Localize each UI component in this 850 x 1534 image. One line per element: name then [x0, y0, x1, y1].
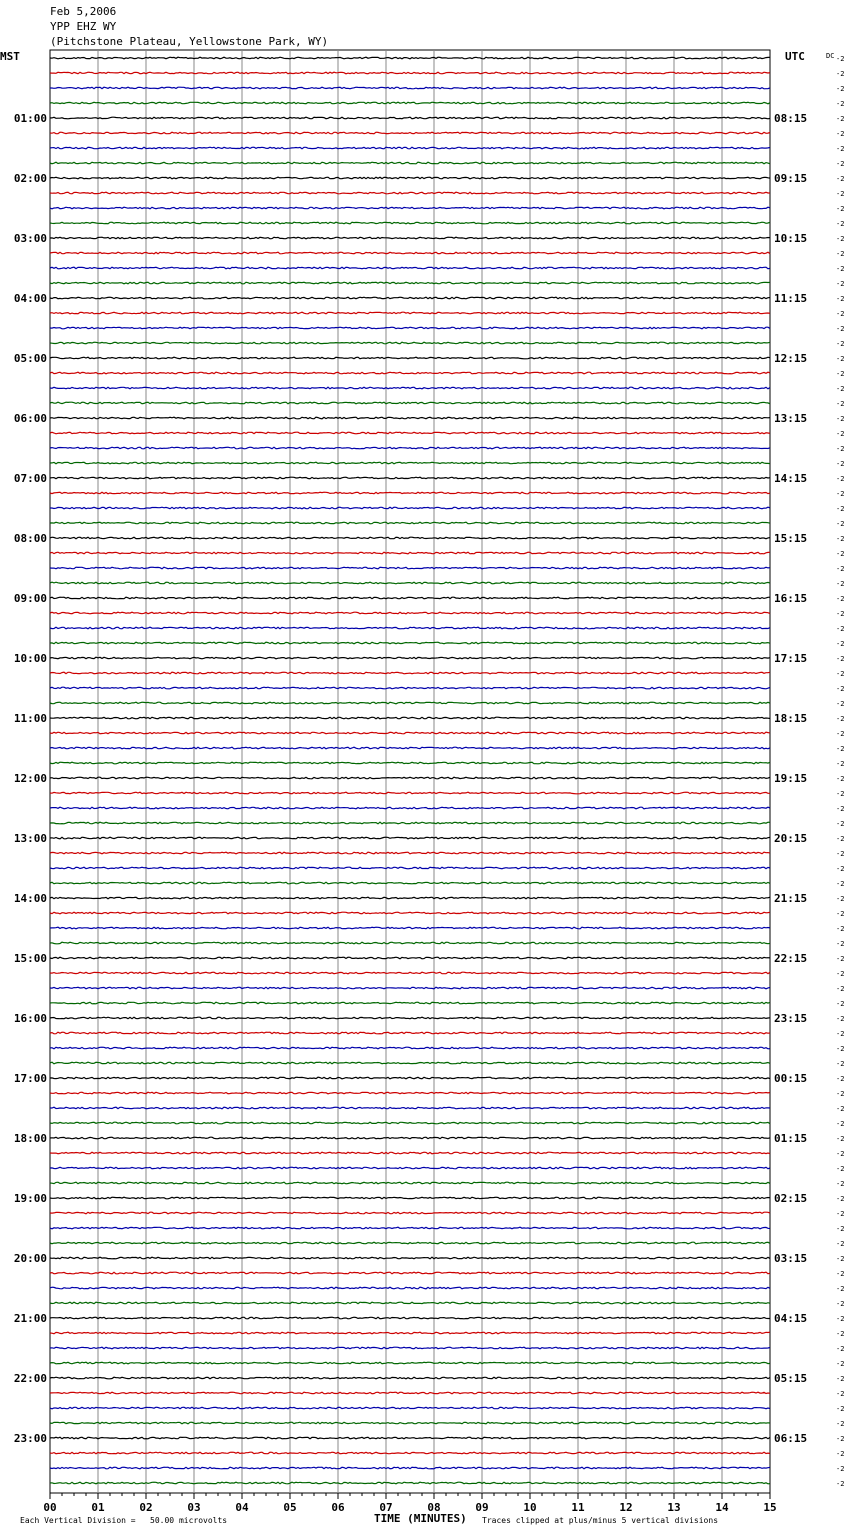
clip-note: Traces clipped at plus/minus 5 vertical divisions — [482, 1516, 719, 1525]
x-tick-label: 07 — [379, 1501, 393, 1514]
seismic-trace — [50, 87, 770, 89]
right-hour-label: 01:15 — [774, 1132, 808, 1145]
trace-dc-offset-label: -2 — [836, 760, 845, 768]
x-tick-label: 03 — [187, 1501, 201, 1514]
right-hour-label: 23:15 — [774, 1012, 808, 1025]
seismic-trace — [50, 327, 770, 329]
trace-dc-offset-label: -2 — [836, 1180, 845, 1188]
seismic-trace — [50, 687, 770, 689]
left-hour-label: 21:00 — [13, 1312, 47, 1325]
trace-dc-offset-label: -2 — [836, 55, 845, 63]
trace-dc-offset-label: -2 — [836, 1405, 845, 1413]
seismic-trace — [50, 1242, 770, 1244]
trace-dc-offset-label: -2 — [836, 1240, 845, 1248]
station-code: YPP EHZ WY — [50, 20, 117, 33]
trace-dc-offset-label: -2 — [836, 535, 845, 543]
left-hour-label: 16:00 — [13, 1012, 47, 1025]
seismic-trace — [50, 837, 770, 839]
left-hour-label: 20:00 — [13, 1252, 47, 1265]
seismic-trace — [50, 417, 770, 419]
seismic-trace — [50, 642, 770, 644]
right-hour-label: 18:15 — [774, 712, 808, 725]
seismic-trace — [50, 267, 770, 269]
seismic-trace — [50, 537, 770, 539]
seismic-trace — [50, 717, 770, 719]
seismic-trace — [50, 387, 770, 389]
x-tick-label: 13 — [667, 1501, 681, 1514]
trace-dc-offset-label: -2 — [836, 685, 845, 693]
left-hour-label: 03:00 — [13, 232, 47, 245]
seismic-trace — [50, 207, 770, 209]
trace-dc-offset-label: -2 — [836, 145, 845, 153]
trace-dc-offset-label: -2 — [836, 820, 845, 828]
trace-dc-offset-label: -2 — [836, 865, 845, 873]
seismic-trace — [50, 447, 770, 449]
right-hour-label: 21:15 — [774, 892, 808, 905]
x-tick-label: 04 — [235, 1501, 249, 1514]
left-hour-label: 23:00 — [13, 1432, 47, 1445]
seismic-trace — [50, 1137, 770, 1139]
seismic-trace — [50, 1377, 770, 1379]
right-hour-label: 17:15 — [774, 652, 808, 665]
trace-dc-offset-label: -2 — [836, 85, 845, 93]
seismic-trace — [50, 852, 770, 854]
left-hour-label: 05:00 — [13, 352, 47, 365]
x-tick-label: 01 — [91, 1501, 105, 1514]
trace-dc-offset-label: -2 — [836, 520, 845, 528]
seismic-trace — [50, 297, 770, 299]
seismic-trace — [50, 1287, 770, 1289]
trace-dc-offset-label: -2 — [836, 595, 845, 603]
trace-dc-offset-label: -2 — [836, 730, 845, 738]
seismic-trace — [50, 1107, 770, 1109]
seismic-trace — [50, 867, 770, 869]
trace-dc-offset-label: -2 — [836, 1030, 845, 1038]
seismic-trace — [50, 1212, 770, 1214]
seismic-trace — [50, 372, 770, 374]
left-hour-label: 18:00 — [13, 1132, 47, 1145]
seismic-trace — [50, 1392, 770, 1394]
trace-dc-offset-label: -2 — [836, 385, 845, 393]
seismic-trace — [50, 792, 770, 794]
left-hour-label: 19:00 — [13, 1192, 47, 1205]
seismic-trace — [50, 1332, 770, 1334]
trace-dc-offset-label: -2 — [836, 985, 845, 993]
x-tick-label: 02 — [139, 1501, 153, 1514]
seismic-trace — [50, 147, 770, 149]
trace-dc-offset-label: -2 — [836, 1045, 845, 1053]
left-hour-label: 01:00 — [13, 112, 47, 125]
seismic-trace — [50, 177, 770, 179]
scale-note: Each Vertical Division = 50.00 microvolts — [20, 1516, 228, 1525]
trace-dc-offset-label: -2 — [836, 895, 845, 903]
trace-dc-offset-label: -2 — [836, 175, 845, 183]
seismic-trace — [50, 912, 770, 914]
trace-dc-offset-label: -2 — [836, 475, 845, 483]
trace-dc-offset-label: -2 — [836, 790, 845, 798]
seismic-trace — [50, 882, 770, 884]
seismic-trace — [50, 402, 770, 404]
trace-dc-offset-label: -2 — [836, 565, 845, 573]
trace-dc-offset-label: -2 — [836, 1315, 845, 1323]
left-hour-label: 12:00 — [13, 772, 47, 785]
trace-dc-offset-label: -2 — [836, 1075, 845, 1083]
seismic-trace — [50, 1317, 770, 1319]
seismic-trace — [50, 747, 770, 749]
dc-offset-header: DC — [826, 52, 835, 60]
seismic-trace — [50, 1302, 770, 1304]
trace-dc-offset-label: -2 — [836, 1015, 845, 1023]
plot-frame — [50, 50, 770, 1493]
seismic-trace — [50, 1437, 770, 1439]
trace-dc-offset-label: -2 — [836, 1480, 845, 1488]
trace-dc-offset-label: -2 — [836, 625, 845, 633]
trace-dc-offset-label: -2 — [836, 1195, 845, 1203]
seismic-trace — [50, 1467, 770, 1469]
x-tick-label: 09 — [475, 1501, 489, 1514]
seismic-trace — [50, 1077, 770, 1079]
seismic-trace — [50, 1407, 770, 1409]
seismic-trace — [50, 1062, 770, 1064]
trace-dc-offset-label: -2 — [836, 610, 845, 618]
trace-dc-offset-label: -2 — [836, 850, 845, 858]
plot-date: Feb 5,2006 — [50, 5, 117, 18]
right-hour-label: 03:15 — [774, 1252, 808, 1265]
seismic-trace — [50, 612, 770, 614]
right-hour-label: 20:15 — [774, 832, 808, 845]
trace-dc-offset-label: -2 — [836, 100, 845, 108]
trace-dc-offset-label: -2 — [836, 1420, 845, 1428]
trace-dc-offset-label: -2 — [836, 280, 845, 288]
left-hour-label: 22:00 — [13, 1372, 47, 1385]
x-tick-label: 10 — [523, 1501, 537, 1514]
trace-dc-offset-label: -2 — [836, 1390, 845, 1398]
trace-dc-offset-label: -2 — [836, 205, 845, 213]
seismic-trace — [50, 1422, 770, 1424]
seismic-trace — [50, 357, 770, 359]
trace-dc-offset-label: -2 — [836, 355, 845, 363]
trace-dc-offset-label: -2 — [836, 1330, 845, 1338]
trace-dc-offset-label: -2 — [836, 430, 845, 438]
seismic-trace — [50, 1152, 770, 1154]
trace-dc-offset-label: -2 — [836, 1435, 845, 1443]
x-tick-label: 11 — [571, 1501, 585, 1514]
right-hour-label: 15:15 — [774, 532, 808, 545]
trace-dc-offset-label: -2 — [836, 370, 845, 378]
seismic-trace — [50, 672, 770, 674]
right-hour-label: 13:15 — [774, 412, 808, 425]
seismic-trace — [50, 1452, 770, 1454]
left-hour-label: 07:00 — [13, 472, 47, 485]
seismic-trace — [50, 222, 770, 224]
trace-dc-offset-label: -2 — [836, 505, 845, 513]
seismic-trace — [50, 432, 770, 434]
trace-dc-offset-label: -2 — [836, 775, 845, 783]
trace-dc-offset-label: -2 — [836, 970, 845, 978]
seismic-trace — [50, 1032, 770, 1034]
seismic-trace — [50, 627, 770, 629]
left-hour-label: 14:00 — [13, 892, 47, 905]
trace-dc-offset-label: -2 — [836, 340, 845, 348]
seismic-trace — [50, 342, 770, 344]
x-tick-label: 14 — [715, 1501, 729, 1514]
trace-dc-offset-label: -2 — [836, 1135, 845, 1143]
trace-dc-offset-label: -2 — [836, 190, 845, 198]
left-hour-label: 02:00 — [13, 172, 47, 185]
seismic-trace — [50, 1362, 770, 1364]
trace-dc-offset-label: -2 — [836, 1105, 845, 1113]
trace-dc-offset-label: -2 — [836, 1225, 845, 1233]
seismic-trace — [50, 72, 770, 74]
seismic-trace — [50, 312, 770, 314]
right-hour-label: 08:15 — [774, 112, 808, 125]
trace-dc-offset-label: -2 — [836, 235, 845, 243]
seismic-trace — [50, 927, 770, 929]
trace-dc-offset-label: -2 — [836, 1345, 845, 1353]
seismic-trace — [50, 777, 770, 779]
trace-dc-offset-label: -2 — [836, 1450, 845, 1458]
seismic-trace — [50, 102, 770, 104]
trace-dc-offset-label: -2 — [836, 940, 845, 948]
seismic-trace — [50, 1047, 770, 1049]
trace-dc-offset-label: -2 — [836, 415, 845, 423]
right-hour-label: 02:15 — [774, 1192, 808, 1205]
left-timezone-label: MST — [0, 50, 20, 63]
left-hour-label: 06:00 — [13, 412, 47, 425]
x-tick-label: 15 — [763, 1501, 777, 1514]
right-hour-label: 05:15 — [774, 1372, 808, 1385]
right-hour-label: 19:15 — [774, 772, 808, 785]
trace-dc-offset-label: -2 — [836, 265, 845, 273]
x-tick-label: 05 — [283, 1501, 297, 1514]
seismic-trace — [50, 822, 770, 824]
trace-dc-offset-label: -2 — [836, 1090, 845, 1098]
trace-dc-offset-label: -2 — [836, 160, 845, 168]
seismic-trace — [50, 732, 770, 734]
trace-dc-offset-label: -2 — [836, 445, 845, 453]
trace-dc-offset-label: -2 — [836, 1000, 845, 1008]
left-hour-label: 17:00 — [13, 1072, 47, 1085]
trace-dc-offset-label: -2 — [836, 460, 845, 468]
right-hour-label: 06:15 — [774, 1432, 808, 1445]
seismic-trace — [50, 282, 770, 284]
left-hour-label: 11:00 — [13, 712, 47, 725]
seismic-trace — [50, 567, 770, 569]
seismic-trace — [50, 1272, 770, 1274]
trace-dc-offset-label: -2 — [836, 655, 845, 663]
seismic-trace — [50, 657, 770, 659]
seismic-trace — [50, 942, 770, 944]
seismic-trace — [50, 117, 770, 119]
trace-dc-offset-label: -2 — [836, 1060, 845, 1068]
trace-dc-offset-label: -2 — [836, 1300, 845, 1308]
trace-dc-offset-label: -2 — [836, 745, 845, 753]
seismic-trace — [50, 597, 770, 599]
seismic-trace — [50, 522, 770, 524]
right-hour-label: 11:15 — [774, 292, 808, 305]
right-hour-label: 14:15 — [774, 472, 808, 485]
left-hour-label: 09:00 — [13, 592, 47, 605]
trace-dc-offset-label: -2 — [836, 880, 845, 888]
seismic-trace — [50, 552, 770, 554]
trace-dc-offset-label: -2 — [836, 925, 845, 933]
trace-dc-offset-label: -2 — [836, 550, 845, 558]
trace-dc-offset-label: -2 — [836, 910, 845, 918]
left-hour-label: 15:00 — [13, 952, 47, 965]
seismic-trace — [50, 1347, 770, 1349]
trace-dc-offset-label: -2 — [836, 1255, 845, 1263]
right-hour-label: 04:15 — [774, 1312, 808, 1325]
trace-dc-offset-label: -2 — [836, 1120, 845, 1128]
trace-dc-offset-label: -2 — [836, 580, 845, 588]
trace-dc-offset-label: -2 — [836, 1210, 845, 1218]
trace-dc-offset-label: -2 — [836, 1270, 845, 1278]
station-location: (Pitchstone Plateau, Yellowstone Park, WY) — [50, 35, 329, 48]
seismic-trace — [50, 1257, 770, 1259]
seismic-trace — [50, 1182, 770, 1184]
seismic-trace — [50, 807, 770, 809]
trace-dc-offset-label: -2 — [836, 955, 845, 963]
seismic-trace — [50, 132, 770, 134]
seismic-trace — [50, 972, 770, 974]
left-hour-label: 13:00 — [13, 832, 47, 845]
seismic-trace — [50, 252, 770, 254]
right-hour-label: 12:15 — [774, 352, 808, 365]
seismic-trace — [50, 462, 770, 464]
seismic-trace — [50, 987, 770, 989]
trace-dc-offset-label: -2 — [836, 1150, 845, 1158]
seismic-trace — [50, 762, 770, 764]
seismic-trace — [50, 162, 770, 164]
seismic-trace — [50, 957, 770, 959]
x-tick-label: 08 — [427, 1501, 441, 1514]
trace-dc-offset-label: -2 — [836, 1165, 845, 1173]
trace-dc-offset-label: -2 — [836, 715, 845, 723]
seismic-trace — [50, 1002, 770, 1004]
right-hour-label: 09:15 — [774, 172, 808, 185]
seismic-trace — [50, 1197, 770, 1199]
right-hour-label: 10:15 — [774, 232, 808, 245]
trace-dc-offset-label: -2 — [836, 220, 845, 228]
seismic-trace — [50, 1017, 770, 1019]
x-tick-label: 06 — [331, 1501, 345, 1514]
trace-dc-offset-label: -2 — [836, 400, 845, 408]
trace-dc-offset-label: -2 — [836, 1360, 845, 1368]
trace-dc-offset-label: -2 — [836, 640, 845, 648]
seismic-trace — [50, 57, 770, 59]
trace-dc-offset-label: -2 — [836, 70, 845, 78]
seismic-trace — [50, 237, 770, 239]
seismic-trace — [50, 702, 770, 704]
seismic-trace — [50, 1482, 770, 1484]
seismic-trace — [50, 582, 770, 584]
x-tick-label: 12 — [619, 1501, 633, 1514]
seismic-trace — [50, 1092, 770, 1094]
trace-dc-offset-label: -2 — [836, 670, 845, 678]
seismic-trace — [50, 477, 770, 479]
right-hour-label: 22:15 — [774, 952, 808, 965]
x-tick-label: 00 — [43, 1501, 57, 1514]
trace-dc-offset-label: -2 — [836, 835, 845, 843]
right-timezone-label: UTC — [785, 50, 805, 63]
trace-dc-offset-label: -2 — [836, 250, 845, 258]
seismic-trace — [50, 492, 770, 494]
right-hour-label: 00:15 — [774, 1072, 808, 1085]
trace-dc-offset-label: -2 — [836, 310, 845, 318]
trace-dc-offset-label: -2 — [836, 1465, 845, 1473]
seismic-trace — [50, 897, 770, 899]
trace-dc-offset-label: -2 — [836, 490, 845, 498]
left-hour-label: 04:00 — [13, 292, 47, 305]
trace-dc-offset-label: -2 — [836, 295, 845, 303]
trace-dc-offset-label: -2 — [836, 1285, 845, 1293]
seismic-trace — [50, 507, 770, 509]
trace-dc-offset-label: -2 — [836, 700, 845, 708]
left-hour-label: 08:00 — [13, 532, 47, 545]
trace-dc-offset-label: -2 — [836, 805, 845, 813]
trace-dc-offset-label: -2 — [836, 325, 845, 333]
x-axis-title: TIME (MINUTES) — [374, 1512, 467, 1525]
trace-dc-offset-label: -2 — [836, 115, 845, 123]
trace-dc-offset-label: -2 — [836, 130, 845, 138]
right-hour-label: 16:15 — [774, 592, 808, 605]
trace-dc-offset-label: -2 — [836, 1375, 845, 1383]
left-hour-label: 10:00 — [13, 652, 47, 665]
seismic-trace — [50, 192, 770, 194]
seismic-trace — [50, 1122, 770, 1124]
seismic-trace — [50, 1167, 770, 1169]
seismic-trace — [50, 1227, 770, 1229]
